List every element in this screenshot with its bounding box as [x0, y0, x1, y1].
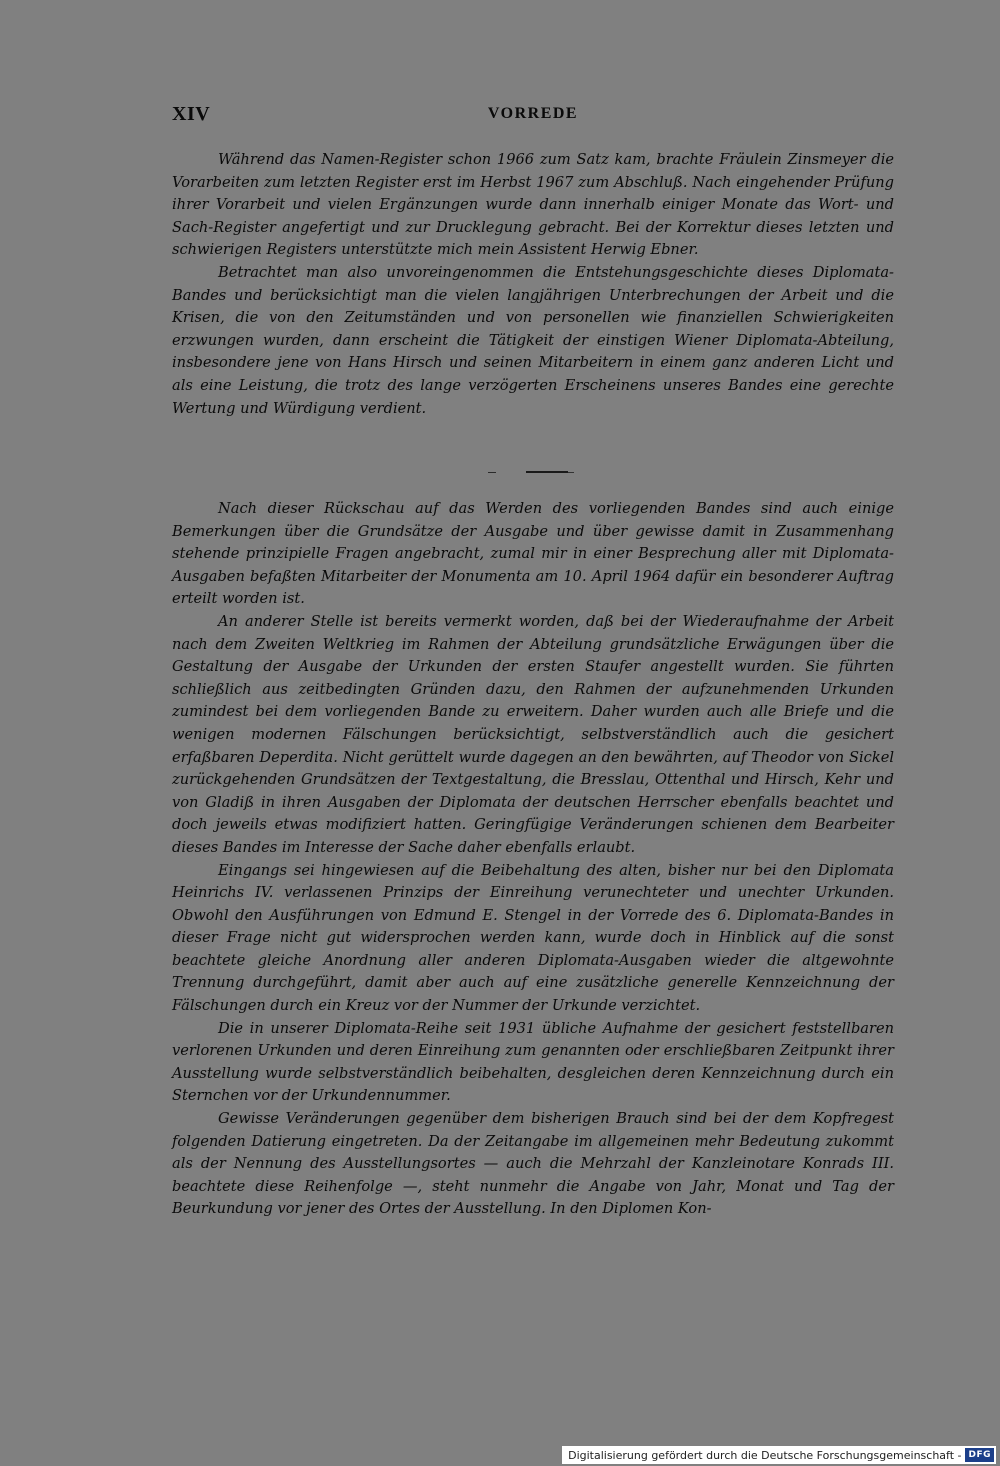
divider-tail: [568, 472, 574, 473]
digitization-footer: [562, 1446, 996, 1464]
paragraph: Während das Namen-Register schon 1966 zum Satz kam, brachte Fräulein Zinsmeyer die Vorarbeiten zum letzten Register erst im Herbst 1967 zum Abschluß. Nach eingehender Prüfung ihrer Vorarbeit und vielen Ergänzungen wurde dann innerhalb einiger Monate das Wort- und Sach-Register angefertigt und zur Drucklegung gebracht. Bei der Korrektur dieses letzten und schwierigen Registers unterstützte mich mein Assistent Herwig Ebner.: [172, 151, 894, 259]
page-header: [172, 103, 894, 129]
section-2: [172, 498, 894, 1221]
page-number: XIV: [172, 103, 211, 125]
divider-dot: [488, 472, 496, 473]
divider-rule: [526, 471, 568, 473]
paragraph: Betrachtet man also unvoreingenommen die Entstehungsgeschichte dieses Diplomata-Bandes und berücksichtigt man die vielen langjährigen Unterbrechungen der Arbeit und die Krisen, die von den Zeitumständen und von personellen wie finanziellen Schwierigkeiten erzwungen wurden, dann erscheint die Tätigkeit der einstigen Wiener Diplomata-Abteilung, insbesondere jene von Hans Hirsch und seinen Mitarbeitern in einem ganz anderen Licht und als eine Leistung, die trotz des lange verzögerten Erscheinens unseres Bandes eine gerechte Wertung und Würdigung verdient.: [172, 263, 894, 417]
section-divider: [488, 470, 580, 476]
dfg-logo: DFG: [965, 1448, 994, 1462]
paragraph: Gewisse Veränderungen gegenüber dem bisherigen Brauch sind bei der dem Kopfregest folgenden Datierung eingetreten. Da der Zeitangabe im allgemeinen mehr Bedeutung zukommt als der Nennung des Ausstellungsortes — auch die Mehrzahl der Kanzleinotare Konrads III. beachtete diese Reihenfolge —, steht nunmehr die Angabe von Jahr, Monat und Tag der Beurkundung vor jener des Ortes der Ausstellung. In den Diplomen Kon-: [172, 1110, 894, 1218]
section-1: [172, 149, 894, 420]
running-title: VORREDE: [487, 105, 579, 122]
paragraph: Nach dieser Rückschau auf das Werden des vorliegenden Bandes sind auch einige Bemerkungen über die Grundsätze der Ausgabe und über gewisse damit in Zusammenhang stehende prinzipielle Fragen angebracht, zumal mir in einer Besprechung aller mit Diplomata-Ausgaben befaßten Mitarbeiter der Monumenta am 10. April 1964 dafür ein besonderer Auftrag erteilt worden ist.: [172, 500, 894, 608]
paragraph: An anderer Stelle ist bereits vermerkt worden, daß bei der Wiederaufnahme der Arbeit nach dem Zweiten Weltkrieg im Rahmen der Abteilung grundsätzliche Erwägungen über die Gestaltung der Ausgabe der Urkunden der ersten Staufer angestellt wurden. Sie führten schließlich aus zeitbedingten Gründen dazu, den Rahmen der aufzunehmenden Urkunden zumindest bei dem vorliegenden Bande zu erweitern. Daher wurden auch alle Briefe und die wenigen modernen Fälschungen berücksichtigt, selbstverständlich auch die gesichert erfaßbaren Deperdita. Nicht gerüttelt wurde dagegen an den bewährten, auf Theodor von Sickel zurückgehenden Grundsätzen der Textgestaltung, die Bresslau, Ottenthal und Hirsch, Kehr und von Gladiß in ihren Ausgaben der Diplomata der deutschen Herrscher ebenfalls beachtet und doch jeweils etwas modifiziert hatten. Geringfügige Veränderungen schienen dem Bearbeiter dieses Bandes im Interesse der Sache daher ebenfalls erlaubt.: [172, 612, 894, 856]
paragraph: Die in unserer Diplomata-Reihe seit 1931 übliche Aufnahme der gesichert feststellbaren verlorenen Urkunden und deren Einreihung zum genannten oder erschließbaren Zeitpunkt ihrer Ausstellung wurde selbstverständlich beibehalten, desgleichen deren Kennzeichnung durch ein Sternchen vor der Urkundennummer.: [172, 1019, 894, 1105]
footer-credit: Digitalisierung gefördert durch die Deutsche Forschungsgemeinschaft -: [568, 1448, 962, 1462]
paragraph: Eingangs sei hingewiesen auf die Beibehaltung des alten, bisher nur bei den Diplomata Heinrichs IV. verlassenen Prinzips der Einreihung verunechteter und unechter Urkunden. Obwohl den Ausführungen von Edmund E. Stengel in der Vorrede des 6. Diplomata-Bandes in dieser Frage nicht gut widersprochen werden kann, wurde doch in Hinblick auf die sonst beachtete gleiche Anordnung aller anderen Diplomata-Ausgaben wieder die altgewohnte Trennung durchgeführt, damit aber auch auf eine zusätzliche generelle Kennzeichnung der Fälschungen durch ein Kreuz vor der Nummer der Urkunde verzichtet.: [172, 861, 894, 1015]
